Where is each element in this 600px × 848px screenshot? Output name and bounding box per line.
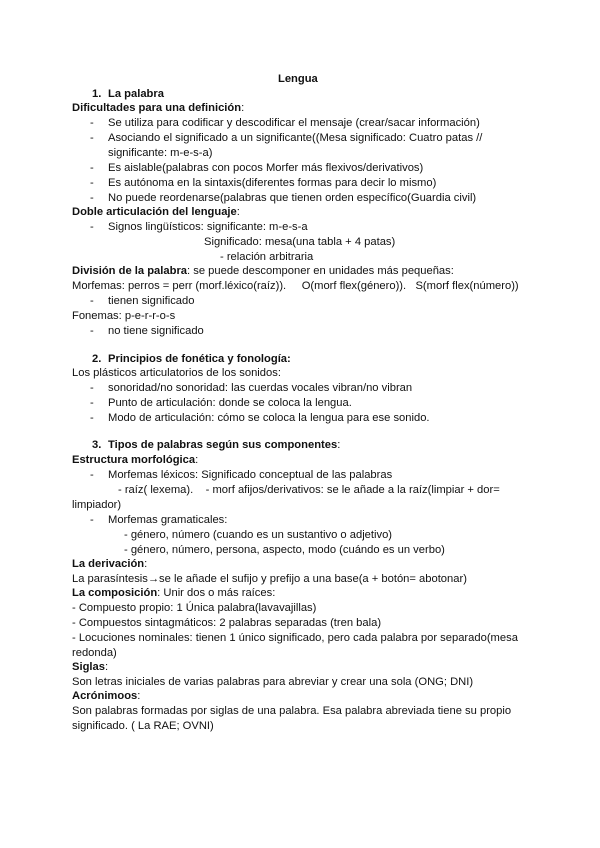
composicion-line: - Locuciones nominales: tienen 1 único significado, pero cada palabra por separado(mesa: [72, 632, 518, 644]
bullet-item: Se utiliza para codificar y descodificar el mensaje (crear/sacar información): [108, 117, 480, 129]
bullet-dash: -: [90, 397, 94, 409]
bullet-dash: -: [90, 412, 94, 424]
section-3-heading: Tipos de palabras según sus componentes:: [108, 439, 341, 451]
bullet-item: Es autónoma en la sintaxis(diferentes formas para decir lo mismo): [108, 177, 437, 189]
sub-item: - género, número, persona, aspecto, modo (cuándo es un verbo): [124, 544, 445, 556]
composicion-line: redonda): [72, 647, 117, 659]
bullet-item: Punto de articulación: donde se coloca la lengua.: [108, 397, 352, 409]
continuation-line: - relación arbitraria: [220, 251, 314, 263]
bullet-item: No puede reordenarse(palabras que tienen orden específico(Guardia civil): [108, 192, 477, 204]
section-3-number: 3.: [92, 439, 102, 451]
bullet-item: no tiene significado: [108, 325, 204, 337]
composicion-line: - Compuesto propio: 1 Única palabra(lavavajillas): [72, 602, 317, 614]
subheading-estructura: Estructura morfológica:: [72, 454, 199, 466]
bullet-dash: -: [90, 382, 94, 394]
subheading-siglas: Siglas:: [72, 661, 109, 673]
bullet-dash: -: [90, 192, 94, 204]
bullet-dash: -: [90, 325, 94, 337]
bullet-dash: -: [90, 469, 94, 481]
siglas-line: Son letras iniciales de varias palabras para abreviar y crear una sola (ONG; DNI): [72, 676, 474, 688]
bullet-item: Asociando el significado a un significante((Mesa significado: Cuatro patas //: [108, 132, 483, 144]
bullet-dash: -: [90, 162, 94, 174]
section-2-number: 2.: [92, 353, 102, 365]
sub-item: - género, número (cuando es un sustantivo o adjetivo): [124, 529, 393, 541]
acronimos-line: Son palabras formadas por siglas de una palabra. Esa palabra abreviada tiene su propio: [72, 705, 512, 717]
acronimos-line: significado. ( La RAE; OVNI): [72, 720, 214, 732]
morfemas-line: Morfemas: perros = perr (morf.léxico(raíz)). O(morf flex(género)). S(morf flex(número)): [72, 280, 519, 292]
bullet-item: Modo de articulación: cómo se coloca la lengua para ese sonido.: [108, 412, 430, 424]
subheading-composicion: La composición: Unir dos o más raíces:: [72, 587, 276, 599]
continuation-line: Significado: mesa(una tabla + 4 patas): [204, 236, 396, 248]
section-1-heading: La palabra: [108, 88, 164, 100]
bullet-item-continuation: significante: m-e-s-a): [108, 147, 213, 159]
bullet-dash: -: [90, 295, 94, 307]
bullet-dash: -: [90, 221, 94, 233]
bullet-item: Signos lingüísticos: significante: m-e-s-a: [108, 221, 308, 233]
bullet-item: tienen significado: [108, 295, 195, 307]
subheading-dificultades: Dificultades para una definición:: [72, 102, 245, 114]
bullet-dash: -: [90, 177, 94, 189]
wrapped-line: limpiador): [72, 499, 122, 511]
sub-item: - raíz( lexema). - morf afijos/derivativos: se le añade a la raíz(limpiar + dor=: [118, 484, 500, 496]
subheading-acronimos: Acrónimoos:: [72, 690, 141, 702]
document-title: Lengua: [278, 73, 318, 85]
bullet-dash: -: [90, 132, 94, 144]
derivacion-line: La parasíntesis→se le añade el sufijo y prefijo a una base(a + botón= abotonar): [72, 573, 467, 585]
bullet-item: Morfemas gramaticales:: [108, 514, 228, 526]
bullet-item: sonoridad/no sonoridad: las cuerdas vocales vibran/no vibran: [108, 382, 413, 394]
bullet-item: Es aislable(palabras con pocos Morfer más flexivos/derivativos): [108, 162, 424, 174]
bullet-dash: -: [90, 117, 94, 129]
composicion-line: - Compuestos sintagmáticos: 2 palabras separadas (tren bala): [72, 617, 382, 629]
bullet-item: Morfemas léxicos: Significado conceptual de las palabras: [108, 469, 393, 481]
subheading-derivacion: La derivación:: [72, 558, 148, 570]
fonemas-line: Fonemas: p-e-r-r-o-s: [72, 310, 176, 322]
section-1-number: 1.: [92, 88, 102, 100]
subheading-doble-articulacion: Doble articulación del lenguaje:: [72, 206, 240, 218]
subheading-division: División de la palabra: se puede descomponer en unidades más pequeñas:: [72, 265, 454, 277]
section-2-intro: Los plásticos articulatorios de los sonidos:: [72, 367, 281, 379]
bullet-dash: -: [90, 514, 94, 526]
section-2-heading: Principios de fonética y fonología:: [108, 353, 291, 365]
